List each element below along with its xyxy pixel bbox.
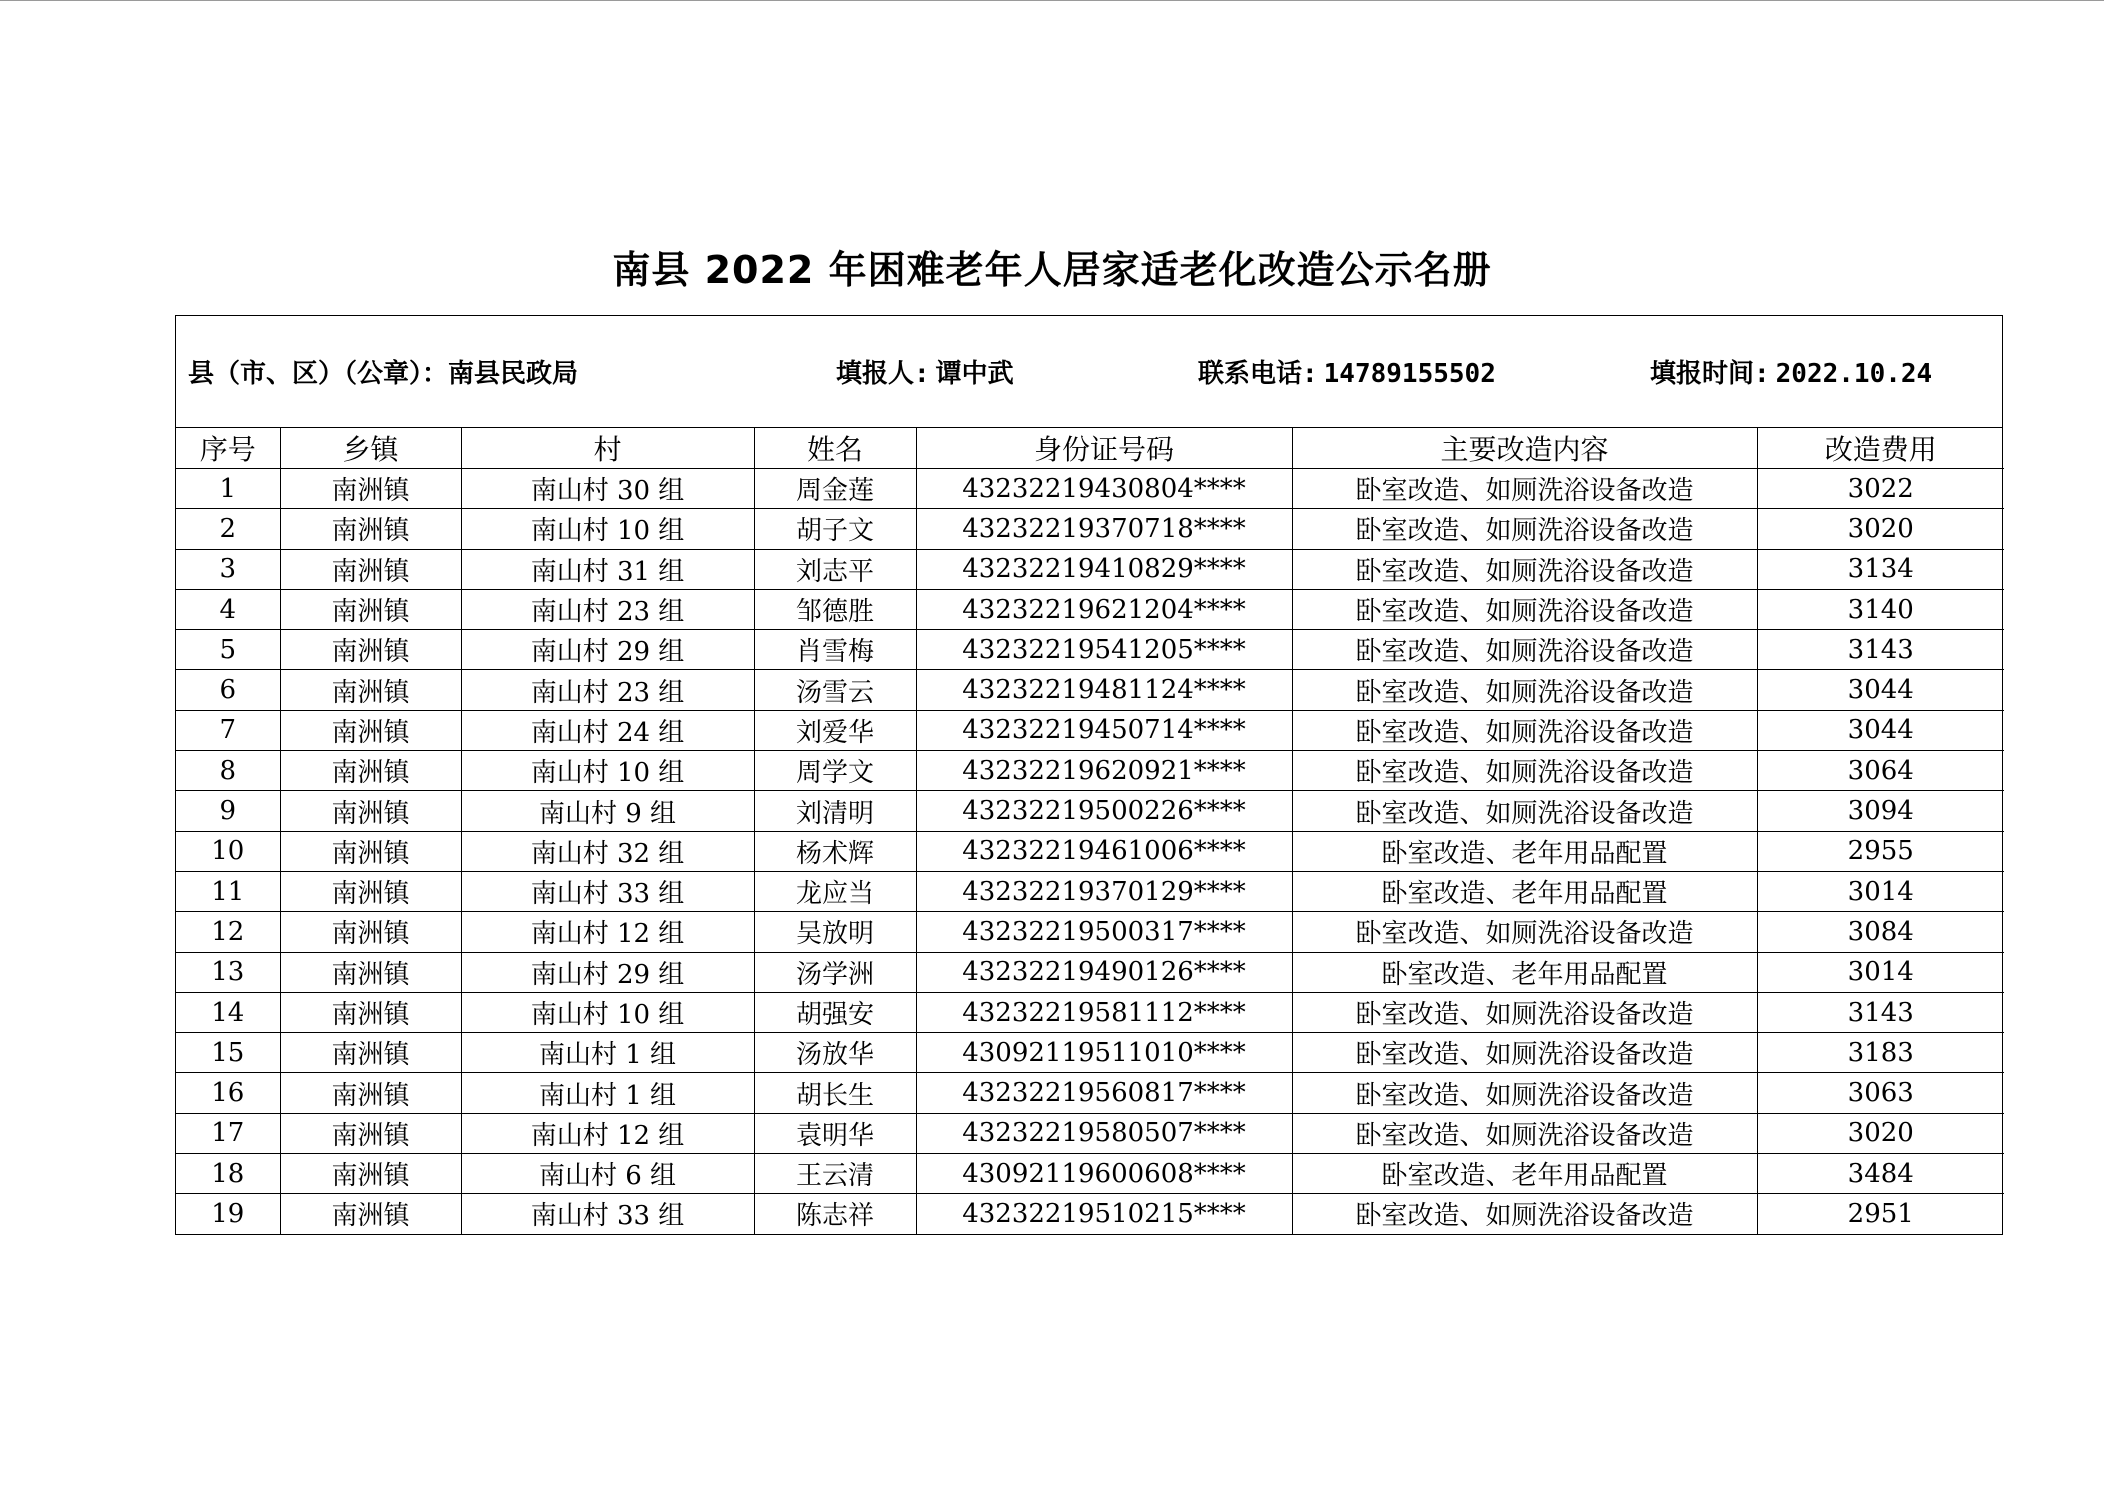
- page-top-rule: [0, 0, 2104, 1]
- cell-renovation-content: 卧室改造、如厕洗浴设备改造: [1292, 1113, 1757, 1153]
- cell-name: 袁明华: [754, 1113, 916, 1153]
- cell-id-number: 43232219481124****: [916, 670, 1292, 710]
- cell-cost: 3063: [1757, 1073, 2004, 1113]
- cell-town: 南洲镇: [280, 1194, 461, 1234]
- cell-name: 肖雪梅: [754, 630, 916, 670]
- cell-renovation-content: 卧室改造、如厕洗浴设备改造: [1292, 670, 1757, 710]
- cell-village: 南山村 30 组: [461, 469, 754, 509]
- cell-town: 南洲镇: [280, 871, 461, 911]
- cell-cost: 3183: [1757, 1033, 2004, 1073]
- cell-id-number: 43232219621204****: [916, 589, 1292, 629]
- cell-index: 2: [176, 509, 280, 549]
- cell-name: 吴放明: [754, 912, 916, 952]
- cell-id-number: 43092119511010****: [916, 1033, 1292, 1073]
- cell-name: 汤学洲: [754, 952, 916, 992]
- table-row: [176, 1033, 2004, 1073]
- cell-name: 刘爱华: [754, 710, 916, 750]
- table-row: [176, 751, 2004, 791]
- cell-id-number: 43232219541205****: [916, 630, 1292, 670]
- cell-renovation-content: 卧室改造、老年用品配置: [1292, 952, 1757, 992]
- phone-label: 联系电话:: [1198, 359, 1318, 389]
- cell-cost: 3064: [1757, 751, 2004, 791]
- reporter-value: 谭中武: [935, 359, 1014, 389]
- cell-name: 刘志平: [754, 549, 916, 589]
- cell-name: 杨术辉: [754, 831, 916, 871]
- cell-name: 周学文: [754, 751, 916, 791]
- table-row: [176, 912, 2004, 952]
- cell-index: 15: [176, 1033, 280, 1073]
- cell-name: 胡长生: [754, 1073, 916, 1113]
- cell-index: 6: [176, 670, 280, 710]
- cell-village: 南山村 24 组: [461, 710, 754, 750]
- cell-index: 16: [176, 1073, 280, 1113]
- cell-town: 南洲镇: [280, 469, 461, 509]
- cell-index: 13: [176, 952, 280, 992]
- cell-village: 南山村 33 组: [461, 871, 754, 911]
- cell-town: 南洲镇: [280, 1113, 461, 1153]
- cell-index: 14: [176, 992, 280, 1032]
- cell-index: 18: [176, 1154, 280, 1194]
- cell-index: 12: [176, 912, 280, 952]
- cell-cost: 3014: [1757, 952, 2004, 992]
- cell-village: 南山村 33 组: [461, 1194, 754, 1234]
- cell-village: 南山村 29 组: [461, 630, 754, 670]
- reporter-label: 填报人:: [836, 359, 930, 389]
- cell-id-number: 43232219620921****: [916, 751, 1292, 791]
- table-row: [176, 952, 2004, 992]
- cell-renovation-content: 卧室改造、如厕洗浴设备改造: [1292, 509, 1757, 549]
- table-row: [176, 589, 2004, 629]
- roster-table-body: [176, 469, 2004, 1234]
- table-row: [176, 871, 2004, 911]
- cell-village: 南山村 23 组: [461, 670, 754, 710]
- cell-town: 南洲镇: [280, 509, 461, 549]
- cell-cost: 2955: [1757, 831, 2004, 871]
- cell-renovation-content: 卧室改造、老年用品配置: [1292, 831, 1757, 871]
- form-header: [176, 316, 2002, 428]
- cell-id-number: 43232219500226****: [916, 791, 1292, 831]
- cell-village: 南山村 32 组: [461, 831, 754, 871]
- cell-cost: 3044: [1757, 670, 2004, 710]
- cell-town: 南洲镇: [280, 791, 461, 831]
- cell-cost: 2951: [1847, 1198, 1914, 1229]
- cell-cost: 3020: [1757, 1113, 2004, 1153]
- cell-village: 南山村 31 组: [461, 549, 754, 589]
- cell-id-number: 43232219490126****: [916, 952, 1292, 992]
- column-header-index: 序号: [176, 428, 280, 469]
- cell-cost: 3134: [1757, 549, 2004, 589]
- cell-town: 南洲镇: [280, 992, 461, 1032]
- cell-cost: 3084: [1757, 912, 2004, 952]
- table-row: [176, 630, 2004, 670]
- cell-village: 南山村 29 组: [461, 952, 754, 992]
- column-header-village: 村: [461, 428, 754, 469]
- cell-name: 汤雪云: [754, 670, 916, 710]
- cell-village: 南山村 10 组: [461, 509, 754, 549]
- cell-cost: 3143: [1757, 630, 2004, 670]
- cell-town: 南洲镇: [280, 1033, 461, 1073]
- cell-id-number: 43232219560817****: [916, 1073, 1292, 1113]
- roster-table: [176, 428, 2004, 1234]
- table-row: [176, 509, 2004, 549]
- cell-id-number: 43232219450714****: [916, 710, 1292, 750]
- document-title: 南县 2022 年困难老年人居家适老化改造公示名册: [612, 248, 1492, 292]
- county-field: [188, 353, 578, 390]
- cell-cost: 3094: [1757, 791, 2004, 831]
- column-header-renovation-content: 主要改造内容: [1292, 428, 1757, 469]
- cell-id-number: 43092119600608****: [916, 1154, 1292, 1194]
- cell-index: 7: [176, 710, 280, 750]
- reporter-field: [836, 353, 1014, 390]
- cell-renovation-content: 卧室改造、如厕洗浴设备改造: [1292, 1194, 1757, 1234]
- column-header-id-number: 身份证号码: [916, 428, 1292, 469]
- cell-renovation-content: 卧室改造、如厕洗浴设备改造: [1292, 1073, 1757, 1113]
- cell-id-number: 43232219510215****: [916, 1194, 1292, 1234]
- table-row: [176, 1194, 2004, 1234]
- table-row: [176, 469, 2004, 509]
- phone-value: 14789155502: [1323, 359, 1496, 389]
- cell-town: 南洲镇: [280, 1073, 461, 1113]
- cell-village: 南山村 10 组: [461, 992, 754, 1032]
- cell-town: 南洲镇: [280, 710, 461, 750]
- cell-id-number: 43232219370129****: [916, 871, 1292, 911]
- date-label: 填报时间:: [1650, 359, 1770, 389]
- cell-cost: 3143: [1757, 992, 2004, 1032]
- cell-cost: 3140: [1757, 589, 2004, 629]
- column-header-cost: 改造费用: [1757, 428, 2004, 469]
- cell-renovation-content: 卧室改造、如厕洗浴设备改造: [1292, 630, 1757, 670]
- cell-town: 南洲镇: [280, 952, 461, 992]
- cell-town: 南洲镇: [280, 630, 461, 670]
- table-row: [176, 1113, 2004, 1153]
- cell-cost: 3022: [1757, 469, 2004, 509]
- table-row: [176, 1154, 2004, 1194]
- cell-name: 周金莲: [754, 469, 916, 509]
- cell-village: 南山村 1 组: [461, 1073, 754, 1113]
- cell-renovation-content: 卧室改造、如厕洗浴设备改造: [1292, 791, 1757, 831]
- cell-town: 南洲镇: [280, 670, 461, 710]
- cell-name: 王云清: [754, 1154, 916, 1194]
- cell-name: 陈志祥: [754, 1194, 916, 1234]
- cell-name: 龙应当: [754, 871, 916, 911]
- county-value: 南县民政局: [448, 359, 579, 389]
- cell-id-number: 43232219370718****: [916, 509, 1292, 549]
- column-header-town: 乡镇: [280, 428, 461, 469]
- cell-name: 汤放华: [754, 1033, 916, 1073]
- cell-name: 胡强安: [754, 992, 916, 1032]
- cell-village: 南山村 1 组: [461, 1033, 754, 1073]
- cell-id-number: 43232219581112****: [916, 992, 1292, 1032]
- cell-id-number: 43232219461006****: [916, 831, 1292, 871]
- cell-renovation-content: 卧室改造、如厕洗浴设备改造: [1292, 751, 1757, 791]
- cell-town: 南洲镇: [280, 912, 461, 952]
- cell-id-number: 43232219500317****: [916, 912, 1292, 952]
- cell-village: 南山村 10 组: [461, 751, 754, 791]
- cell-village: 南山村 6 组: [461, 1154, 754, 1194]
- cell-index: 11: [176, 871, 280, 911]
- cell-renovation-content: 卧室改造、如厕洗浴设备改造: [1292, 710, 1757, 750]
- cell-renovation-content: 卧室改造、如厕洗浴设备改造: [1292, 589, 1757, 629]
- cell-cost: 3484: [1757, 1154, 2004, 1194]
- cell-village: 南山村 23 组: [461, 589, 754, 629]
- cell-index: 5: [176, 630, 280, 670]
- cell-cost: 3020: [1757, 509, 2004, 549]
- table-row: [176, 1073, 2004, 1113]
- cell-id-number: 43232219410829****: [916, 549, 1292, 589]
- table-row: [176, 549, 2004, 589]
- table-row: [176, 992, 2004, 1032]
- cell-cost: 3044: [1757, 710, 2004, 750]
- table-row: [176, 710, 2004, 750]
- cell-renovation-content: 卧室改造、如厕洗浴设备改造: [1292, 1033, 1757, 1073]
- cell-index: 9: [176, 791, 280, 831]
- cell-renovation-content: 卧室改造、如厕洗浴设备改造: [1292, 912, 1757, 952]
- date-value: 2022.10.24: [1775, 359, 1933, 389]
- cell-town: 南洲镇: [280, 589, 461, 629]
- column-header-name: 姓名: [754, 428, 916, 469]
- cell-index: 3: [176, 549, 280, 589]
- cell-id-number: 43232219430804****: [916, 469, 1292, 509]
- table-row: [176, 831, 2004, 871]
- cell-village: 南山村 9 组: [461, 791, 754, 831]
- cell-renovation-content: 卧室改造、如厕洗浴设备改造: [1292, 549, 1757, 589]
- cell-village: 南山村 12 组: [461, 912, 754, 952]
- roster-form: [175, 315, 2003, 1235]
- cell-renovation-content: 卧室改造、老年用品配置: [1292, 871, 1757, 911]
- cell-town: 南洲镇: [280, 549, 461, 589]
- cell-village: 南山村 12 组: [461, 1113, 754, 1153]
- county-label: 县（市、区）（公章）：: [188, 359, 449, 389]
- cell-renovation-content: 卧室改造、如厕洗浴设备改造: [1292, 992, 1757, 1032]
- cell-index: 17: [176, 1113, 280, 1153]
- cell-town: 南洲镇: [280, 1154, 461, 1194]
- cell-town: 南洲镇: [280, 831, 461, 871]
- cell-name: 胡子文: [754, 509, 916, 549]
- cell-index: 10: [176, 831, 280, 871]
- cell-renovation-content: 卧室改造、如厕洗浴设备改造: [1292, 469, 1757, 509]
- cell-index: 19: [176, 1194, 280, 1234]
- table-row: [176, 670, 2004, 710]
- table-header-row: [176, 428, 2004, 469]
- cell-town: 南洲镇: [280, 751, 461, 791]
- phone-field: [1198, 353, 1496, 390]
- table-row: [176, 791, 2004, 831]
- cell-name: 刘清明: [754, 791, 916, 831]
- cell-renovation-content: 卧室改造、老年用品配置: [1292, 1154, 1757, 1194]
- cell-index: 8: [176, 751, 280, 791]
- cell-index: 1: [176, 469, 280, 509]
- cell-id-number: 43232219580507****: [916, 1113, 1292, 1153]
- cell-cost: 3014: [1757, 871, 2004, 911]
- date-field: [1650, 353, 1932, 390]
- cell-index: 4: [176, 589, 280, 629]
- cell-name: 邹德胜: [754, 589, 916, 629]
